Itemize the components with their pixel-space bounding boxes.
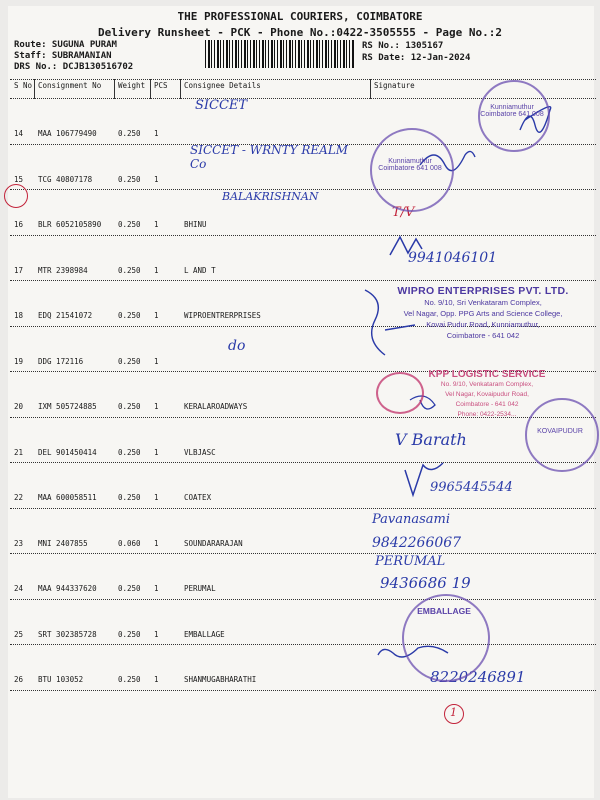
cell-weight: 0.250 xyxy=(118,493,141,502)
handwritten-signature: V Barath xyxy=(395,430,467,449)
cell-pcs: 1 xyxy=(154,675,159,684)
cell-consignment: BLR 6052105890 xyxy=(38,220,102,229)
cell-pcs: 1 xyxy=(154,538,159,548)
cell-consignee: BHINU xyxy=(184,220,207,229)
cell-consignment: DDG 172116 xyxy=(38,356,84,366)
cell-consignment: EDQ 21541072 xyxy=(38,311,93,320)
wipro-stamp-line: Kovai Pudur Road, Kunniamuthur, xyxy=(426,320,540,329)
cell-weight: 0.250 xyxy=(118,174,141,184)
cell-sno: 22 xyxy=(14,493,24,502)
cell-sno: 26 xyxy=(14,675,24,684)
kpp-stamp-line: Phone: 0422-2534... xyxy=(457,411,517,418)
footer-mark: 1 xyxy=(450,706,457,719)
runsheet-subtitle: Delivery Runsheet - PCK - Phone No.:0422-3505555 - Page No.:2 xyxy=(98,26,502,39)
cell-consignee: COATEX xyxy=(184,493,212,502)
rs-date: RS Date: 12-Jan-2024 xyxy=(362,53,471,63)
cell-sno: 20 xyxy=(14,402,24,411)
col-weight: Weight xyxy=(118,81,146,90)
drs-label: DRS No.: DCJB130516702 xyxy=(14,62,134,72)
handwritten-phone: 9941046101 xyxy=(408,250,498,266)
handwritten-mark: do xyxy=(228,338,246,354)
col-sno: S No xyxy=(14,81,33,90)
emballage-stamp-text: EMBALLAGE xyxy=(417,606,471,616)
cell-sno: 15 xyxy=(14,174,24,184)
cell-weight: 0.250 xyxy=(118,675,141,684)
cell-sno: 24 xyxy=(14,584,24,593)
handwritten-consignee: SICCET xyxy=(195,98,248,113)
handwritten-consignee: BALAKRISHNAN xyxy=(222,190,319,203)
cell-consignment: MAA 106779490 xyxy=(38,129,97,138)
college-stamp-text: Kunniamuthur Coimbatore 641 008 xyxy=(480,104,544,118)
cell-consignment: MAA 600058511 xyxy=(38,493,97,502)
company-title: THE PROFESSIONAL COURIERS, COIMBATORE xyxy=(177,10,423,23)
cell-consignee: KERALAROADWAYS xyxy=(184,402,248,411)
cell-consignment: BTU 103052 xyxy=(38,675,84,684)
cell-sno: 21 xyxy=(14,447,24,457)
cell-weight: 0.250 xyxy=(118,584,141,593)
cell-consignee: WIPROENTRERPRISES xyxy=(184,311,261,320)
cell-pcs: 1 xyxy=(154,447,159,457)
cell-consignment: TCG 40807178 xyxy=(38,174,93,184)
handwritten-phone: 9842266067 xyxy=(372,535,462,551)
cell-weight: 0.250 xyxy=(118,265,141,275)
handwritten-name: PERUMAL xyxy=(375,554,446,569)
cell-weight: 0.250 xyxy=(118,402,141,411)
cell-consignee: PERUMAL xyxy=(184,584,216,593)
college-stamp-partial xyxy=(525,398,599,472)
handwritten-phone: 9965445544 xyxy=(430,480,513,495)
col-consignment: Consignment No xyxy=(38,81,102,90)
cell-sno: 14 xyxy=(14,129,24,138)
cell-weight: 0.250 xyxy=(118,629,141,639)
college-stamp-text: KOVAIPUDUR xyxy=(537,428,583,435)
kpp-stamp-line: Coimbatore - 641 042 xyxy=(455,401,519,408)
handwritten-mark: T/V xyxy=(392,205,415,220)
cell-sno: 18 xyxy=(14,311,24,320)
cell-consignment: MTR 2398984 xyxy=(38,265,88,275)
col-pcs: PCS xyxy=(154,81,168,90)
cell-consignment: MAA 944337620 xyxy=(38,584,97,593)
cell-sno: 17 xyxy=(14,265,24,275)
handwritten-phone: 9436686 19 xyxy=(380,574,471,592)
wipro-stamp-line: No. 9/10, Sri Venkataram Complex, xyxy=(424,298,542,307)
wipro-stamp xyxy=(378,286,588,341)
handwritten-name: Pavanasami xyxy=(372,512,451,527)
cell-sno: 23 xyxy=(14,538,24,548)
kpp-stamp-line: Vel Nagar, Kovaipudur Road, xyxy=(445,391,529,398)
cell-sno: 19 xyxy=(14,356,24,366)
cell-pcs: 1 xyxy=(154,584,159,593)
college-stamp-text: Kunniamuthur Coimbatore 641 008 xyxy=(378,158,442,172)
cell-weight: 0.250 xyxy=(118,447,141,457)
cell-pcs: 1 xyxy=(154,129,159,138)
cell-pcs: 1 xyxy=(154,402,159,411)
cell-pcs: 1 xyxy=(154,311,159,320)
cell-pcs: 1 xyxy=(154,174,159,184)
col-signature: Signature xyxy=(374,81,415,90)
cell-consignment: DEL 901450414 xyxy=(38,447,97,457)
col-consignee: Consignee Details xyxy=(184,81,261,90)
cell-consignee: SOUNDARARAJAN xyxy=(184,538,243,548)
cell-weight: 0.250 xyxy=(118,129,141,138)
cell-consignee: VLBJASC xyxy=(184,447,216,457)
cell-weight: 0.250 xyxy=(118,311,141,320)
cell-pcs: 1 xyxy=(154,356,159,366)
cell-weight: 0.250 xyxy=(118,220,141,229)
wipro-stamp-line: Coimbatore - 641 042 xyxy=(446,331,520,340)
kpp-stamp-line: No. 9/10, Venkataram Complex, xyxy=(440,381,534,388)
signature-squiggle xyxy=(390,237,422,255)
cell-consignee: SHANMUGABHARATHI xyxy=(184,675,257,684)
cell-pcs: 1 xyxy=(154,265,159,275)
handwritten-phone: 8220246891 xyxy=(430,668,526,686)
cell-consignee: L AND T xyxy=(184,265,216,275)
kpp-stamp-name: KPP LOGISTIC SERVICE xyxy=(428,369,546,380)
cell-sno: 16 xyxy=(14,220,24,229)
handwritten-consignee: SICCET - WRNTY REALM Co xyxy=(190,143,349,171)
staff-label: Staff: SUBRAMANIAN xyxy=(14,51,112,61)
cell-consignment: SRT 302385728 xyxy=(38,629,97,639)
route-label: Route: SUGUNA PURAM xyxy=(14,40,117,50)
cell-consignee: EMBALLAGE xyxy=(184,629,225,639)
kpp-logo-stamp xyxy=(376,372,424,414)
cell-pcs: 1 xyxy=(154,220,159,229)
cell-weight: 0.060 xyxy=(118,538,141,548)
cell-sno: 25 xyxy=(14,629,24,639)
cell-consignment: MNI 2407855 xyxy=(38,538,88,548)
rs-number: RS No.: 1305167 xyxy=(362,41,444,51)
signature-squiggle xyxy=(405,463,443,495)
cell-consignment: IXM 505724885 xyxy=(38,402,97,411)
wipro-stamp-name: WIPRO ENTERPRISES PVT. LTD. xyxy=(397,285,569,297)
wipro-stamp-line: Vel Nagar, Opp. PPG Arts and Science College, xyxy=(403,309,563,318)
cell-weight: 0.250 xyxy=(118,356,141,366)
cell-pcs: 1 xyxy=(154,493,159,502)
cell-pcs: 1 xyxy=(154,629,159,639)
